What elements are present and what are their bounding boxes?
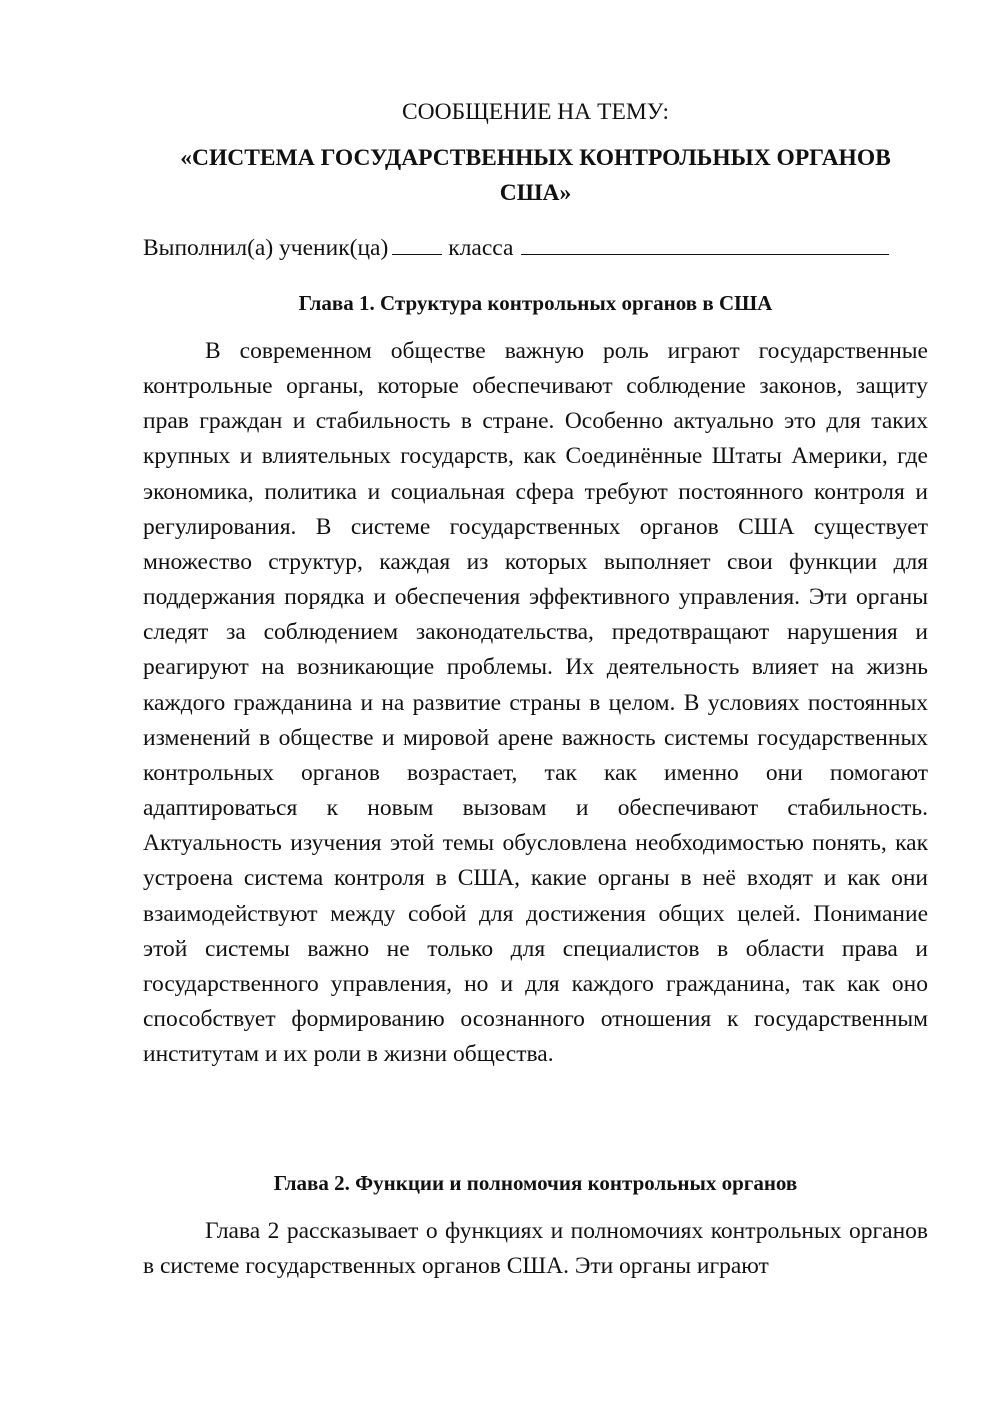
chapter-2-paragraph: Глава 2 рассказывает о функциях и полномочиях контрольных органов в системе государственных органов США. Эти органы играют — [143, 1218, 928, 1280]
document-title-line-2: «СИСТЕМА ГОСУДАРСТВЕННЫХ КОНТРОЛЬНЫХ ОРГАНОВ — [180, 145, 891, 171]
chapter-2-heading: Глава 2. Функции и полномочия контрольных органов — [273, 1171, 798, 1195]
chapter-1-paragraph: В современном обществе важную роль играют государственные контрольные органы, которые обеспечивают соблюдение законов, защиту прав граждан и стабильность в стране. Особенно актуально это для таких крупных и влиятельных государств, как Соединённые Штаты Америки, где экономика, политика и социальная сфера требуют постоянного контроля и регулирования. В системе государственных органов США существует множество структур, каждая из которых выполняет свои функции для поддержания порядка и обеспечения эффективного управления. Эти органы следят за соблюдением законодательства, предотвращают нарушения и реагируют на возникающие проблемы. Их деятельность влияет на жизнь каждого гражданина и на развитие страны в целом. В условиях постоянных изменений в обществе и мировой арене важность системы государственных контрольных органов возрастает, так как именно они помогают адаптироваться к новым вызовам и обеспечивают стабильность. Актуальность изучения этой темы обусловлена необходимостью понять, как устроена система контроля в США, какие органы в неё входят и как они взаимодействуют между собой для достижения общих целей. Понимание этой системы важно не только для специалистов в области права и государственного управления, но и для каждого гражданина, так как оно способствует формированию осознанного отношения к государственным институтам и их роли в жизни общества. — [143, 338, 928, 1068]
class-word-text: класса — [448, 235, 514, 261]
chapter-1-heading: Глава 1. Структура контрольных органов в США — [298, 291, 773, 315]
class-number-blank — [392, 232, 442, 255]
student-info-line — [143, 231, 928, 265]
document-title-line-3: США» — [499, 180, 572, 206]
student-name-blank — [521, 232, 889, 255]
student-prefix-text: Выполнил(а) ученик(ца) — [143, 235, 389, 261]
document-title-line-1: СООБЩЕНИЕ НА ТЕМУ: — [401, 99, 670, 125]
